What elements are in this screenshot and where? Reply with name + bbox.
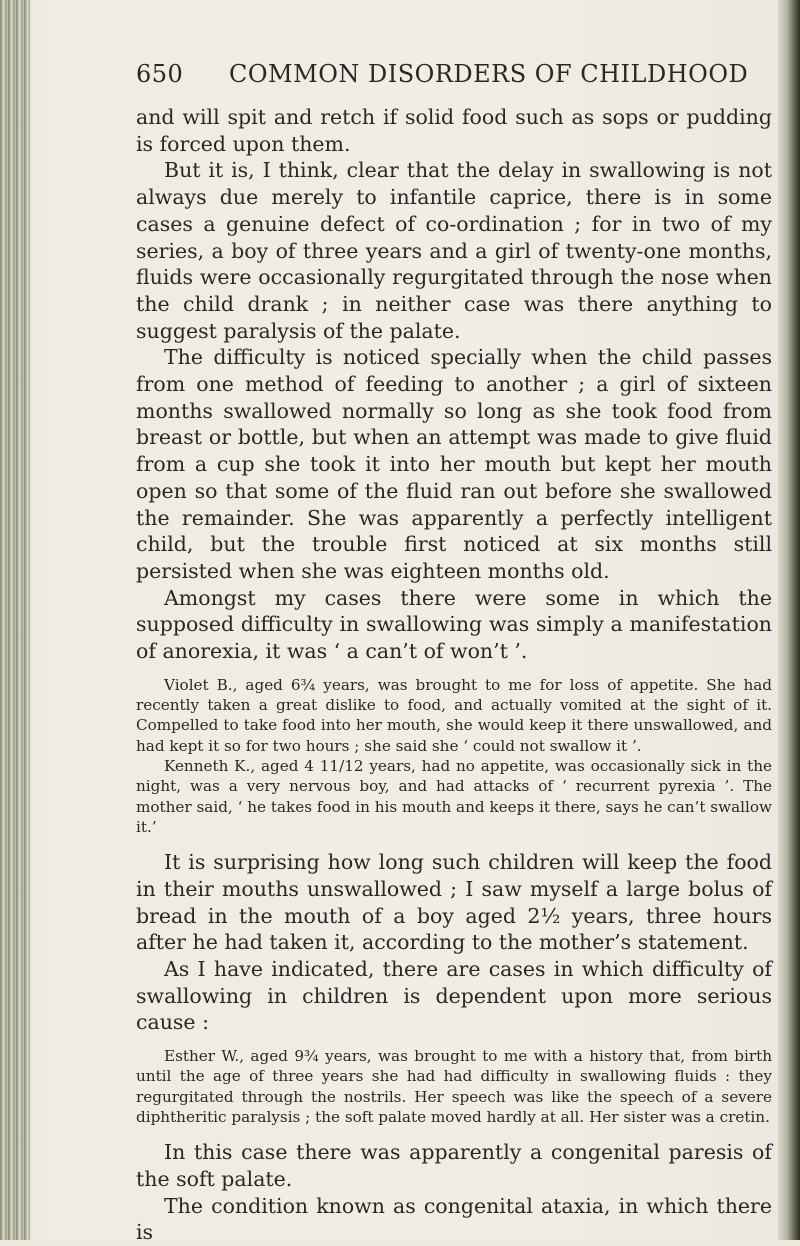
body-text bbox=[136, 104, 772, 1246]
case-note-kenneth: Kenneth K., aged 4 11/12 years, had no appetite, was occasionally sick in the night, was a very nervous boy, and had attacks of ‘ recurrent pyrexia ’. The mother said, ‘ he takes food in his mouth and keeps it there, says he can’t swallow it.’ bbox=[136, 756, 772, 836]
case-note-violet: Violet B., aged 6¾ years, was brought to me for loss of appetite. She had recently taken a great dislike to food, and actually vomited at the sight of it. Compelled to take food into her mouth, she would keep it there unswallowed, and had kept it so for two hours ; she said she ‘ could not swallow it ’. bbox=[136, 675, 772, 755]
paragraph-bolus: It is surprising how long such children will keep the food in their mouths unswallowed ; I saw myself a large bolus of bread in the mouth of a boy aged 2½ years, three hours after he had taken it, according to the mother’s statement. bbox=[136, 850, 772, 955]
running-title: COMMON DISORDERS OF CHILDHOOD bbox=[229, 60, 749, 88]
paragraph-paresis: In this case there was apparently a congenital paresis of the soft palate. bbox=[136, 1140, 772, 1191]
paragraph-coordination-defect: But it is, I think, clear that the delay in swallowing is not always due merely to infantile caprice, there is in some cases a genuine defect of co-ordination ; for in two of my series, a boy of three years and a girl of twenty-one months, fluids were occasionally regurgitated through the nose when the child drank ; in neither case was there anything to suggest paralysis of the palate. bbox=[136, 158, 772, 343]
paragraph-serious-cause: As I have indicated, there are cases in which difficulty of swallowing in children is dependent upon more serious cause : bbox=[136, 956, 772, 1035]
paragraph-feeding-method: The difficulty is noticed specially when the child passes from one method of feeding to another ; a girl of sixteen months swallowed normally so long as she took food from breast or bottle, but when an attempt was made to give fluid from a cup she took it into her mouth but kept her mouth open so that some of the fluid ran out before she swallowed the remainder. She was apparently a perfectly intelligent child, but the trouble first noticed at six months still persisted when she was eighteen months old. bbox=[136, 345, 772, 583]
case-note-esther: Esther W., aged 9¾ years, was brought to me with a history that, from birth until the age of three years she had had difficulty in swallowing fluids : they regurgitated through the nostrils. Her speech was like the speech of a severe diphtheritic paralysis ; the soft palate moved hardly at all. Her sister was a cretin. bbox=[136, 1047, 772, 1126]
page-number: 650 bbox=[136, 60, 184, 88]
paragraph-anorexia: Amongst my cases there were some in which the supposed difficulty in swallowing was simply a manifestation of anorexia, it was ‘ a can’t of won’t ’. bbox=[136, 585, 772, 664]
paragraph-ataxia: The condition known as congenital ataxia, in which there is bbox=[136, 1193, 772, 1245]
page-edge-left bbox=[0, 0, 30, 1240]
page-header bbox=[136, 60, 776, 92]
paragraph-continuation: and will spit and retch if solid food such as sops or pudding is forced upon them. bbox=[136, 105, 772, 156]
page-edge-right bbox=[778, 0, 800, 1240]
